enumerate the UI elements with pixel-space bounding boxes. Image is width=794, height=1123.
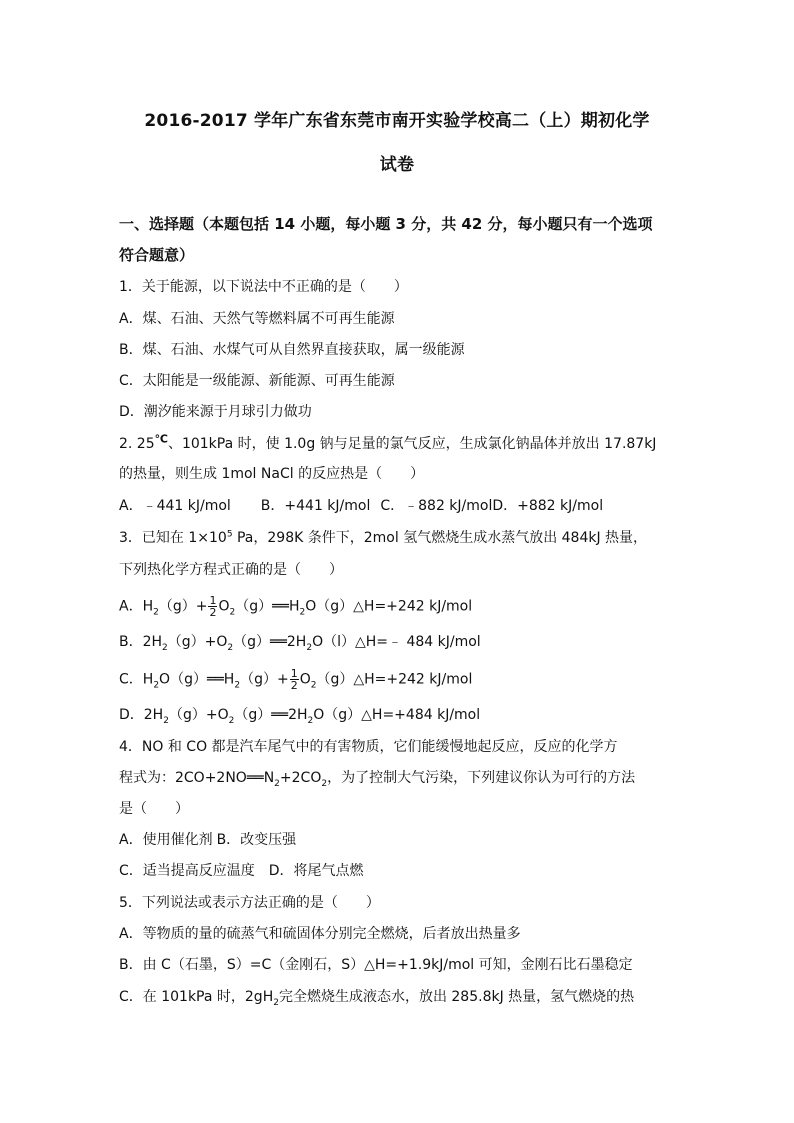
question-1-option-c: C．太阳能是一级能源、新能源、可再生能源 — [119, 373, 395, 389]
section-heading-line-1: 一、选择题（本题包括 14 小题，每小题 3 分，共 42 分，每小题只有一个选项 — [119, 215, 653, 233]
document-title-line-1: 2016-2017 学年广东省东莞市南开实验学校高二（上）期初化学 — [144, 111, 650, 131]
subscript: 2 — [307, 715, 314, 726]
subscript: 2 — [234, 680, 241, 691]
question-4-stem-line-1: 4．NO 和 CO 都是汽车尾气中的有害物质，它们能缓慢地起反应，反应的化学方 — [119, 739, 618, 755]
option-d-text: D．2H — [119, 707, 164, 723]
subscript: 2 — [274, 778, 280, 789]
fraction-one-half — [208, 595, 217, 618]
question-3-stem-rest: Pa，298K 条件下，2mol 氢气燃烧生成水蒸气放出 484kJ 热量， — [232, 530, 648, 546]
option-c-text: （g）△H=+242 kJ/mol — [316, 671, 473, 688]
fraction-numerator: 1 — [290, 667, 298, 680]
subscript: 2 — [163, 715, 169, 726]
question-4-options-ab — [119, 830, 679, 850]
question-2-option-b: B．+441 kJ/mol — [260, 498, 371, 514]
option-d-text: O（g）△H=+484 kJ/mol — [313, 707, 481, 723]
question-4-equation: 程式为：2CO+2NO══N — [119, 770, 275, 786]
option-a-text: O（g）△H=+242 kJ/mol — [305, 598, 473, 615]
question-2-stem-line-2: 的热量，则生成 1mol NaCl 的反应热是（ ） — [119, 466, 425, 482]
document-title-line-2: 试卷 — [379, 155, 415, 175]
question-3-stem-start: 3．已知在 1×10 — [119, 530, 227, 546]
subscript: 2 — [299, 607, 306, 618]
option-c-text: （g）+ — [240, 671, 289, 688]
subscript: 2 — [321, 778, 328, 789]
option-d-text: （g）+O — [168, 707, 229, 723]
subscript: 2 — [306, 642, 313, 653]
question-2-option-c: C．﹣882 kJ/mol — [380, 498, 493, 514]
subscript: 2 — [310, 680, 317, 691]
subscript: 2 — [229, 607, 236, 618]
question-1-stem: 1．关于能源，以下说法中不正确的是（ ） — [119, 279, 408, 295]
question-3-stem-line-1 — [119, 528, 679, 548]
question-2-options — [119, 496, 679, 516]
question-5-option-c — [119, 987, 679, 1007]
option-a-text: O — [218, 598, 230, 615]
subscript: 2 — [153, 680, 160, 691]
question-5-option-b: B．由 C（石墨，S）=C（金刚石，S）△H=+1.9kJ/mol 可知，金刚石比石墨稳定 — [119, 957, 633, 973]
question-2-option-a: A．﹣441 kJ/mol — [119, 498, 231, 514]
section-heading-line-2: 符合题意） — [119, 246, 195, 264]
subscript: 2 — [228, 715, 235, 726]
question-1-option-b: B．煤、石油、水煤气可从自然界直接获取，属一级能源 — [119, 342, 465, 358]
question-4-options-cd — [119, 861, 679, 881]
option-b-text: （g）+O — [167, 634, 228, 650]
subscript: 2 — [153, 607, 159, 618]
option-c-text: O — [299, 671, 311, 688]
option-c-text: O（g）══H — [159, 671, 235, 688]
subscript: 2 — [273, 997, 279, 1008]
question-4-option-d: D．将尾气点燃 — [268, 863, 364, 879]
question-3-option-b — [119, 632, 679, 652]
question-4-option-c: C．适当提高反应温度 — [119, 863, 255, 879]
degree-celsius-symbol: ℃ — [154, 432, 168, 446]
option-a-text: （g）+ — [158, 598, 208, 615]
option-a-text: （g）══H — [235, 598, 300, 615]
question-2-option-d: D．+882 kJ/mol — [492, 498, 604, 514]
question-1-option-a: A．煤、石油、天然气等燃料属不可再生能源 — [119, 311, 395, 327]
question-4-stem-rest: ，为了控制大气污染，下列建议你认为可行的方法 — [327, 770, 636, 786]
question-1-option-d: D．潮汐能来源于月球引力做功 — [119, 404, 312, 420]
question-5-option-a: A．等物质的量的硫蒸气和硫固体分别完全燃烧，后者放出热量多 — [119, 926, 521, 942]
question-5-stem: 5．下列说法或表示方法正确的是（ ） — [119, 895, 380, 911]
fraction-numerator: 1 — [209, 594, 217, 607]
question-3-stem-line-2: 下列热化学方程式正确的是（ ） — [119, 562, 343, 578]
question-2-stem-start: 2. 25 — [119, 436, 155, 452]
question-2-stem-line-1 — [119, 434, 679, 454]
question-3-option-c — [119, 668, 679, 691]
fraction-one-half — [290, 668, 299, 691]
question-4-option-a: A．使用催化剂 — [119, 832, 213, 848]
question-4-equation: +2CO — [279, 770, 322, 786]
question-5-option-c-start: C．在 101kPa 时，2gH — [119, 989, 274, 1005]
option-b-text: （g）══2H — [233, 634, 307, 650]
question-3-option-a — [119, 595, 679, 618]
option-b-text: O（l）△H=﹣ 484 kJ/mol — [312, 634, 481, 650]
exponent: 5 — [226, 529, 233, 540]
fraction-denominator: 2 — [209, 606, 217, 619]
option-a-text: A．H — [119, 598, 154, 615]
subscript: 2 — [227, 642, 234, 653]
option-d-text: （g）══2H — [234, 707, 308, 723]
question-3-option-d — [119, 705, 679, 725]
option-c-text: C．H — [119, 671, 154, 688]
question-4-stem-line-2 — [119, 768, 679, 788]
subscript: 2 — [162, 642, 168, 653]
question-2-stem-rest: 、101kPa 时，使 1.0g 钠与足量的氯气反应，生成氯化钠晶体并放出 17.87kJ — [167, 436, 657, 452]
question-4-stem-line-3: 是（ ） — [119, 801, 189, 817]
question-4-option-b: B．改变压强 — [216, 832, 297, 848]
option-b-text: B．2H — [119, 634, 163, 650]
question-5-option-c-rest: 完全燃烧生成液态水，放出 285.8kJ 热量，氢气燃烧的热 — [278, 989, 635, 1005]
fraction-denominator: 2 — [290, 679, 298, 692]
